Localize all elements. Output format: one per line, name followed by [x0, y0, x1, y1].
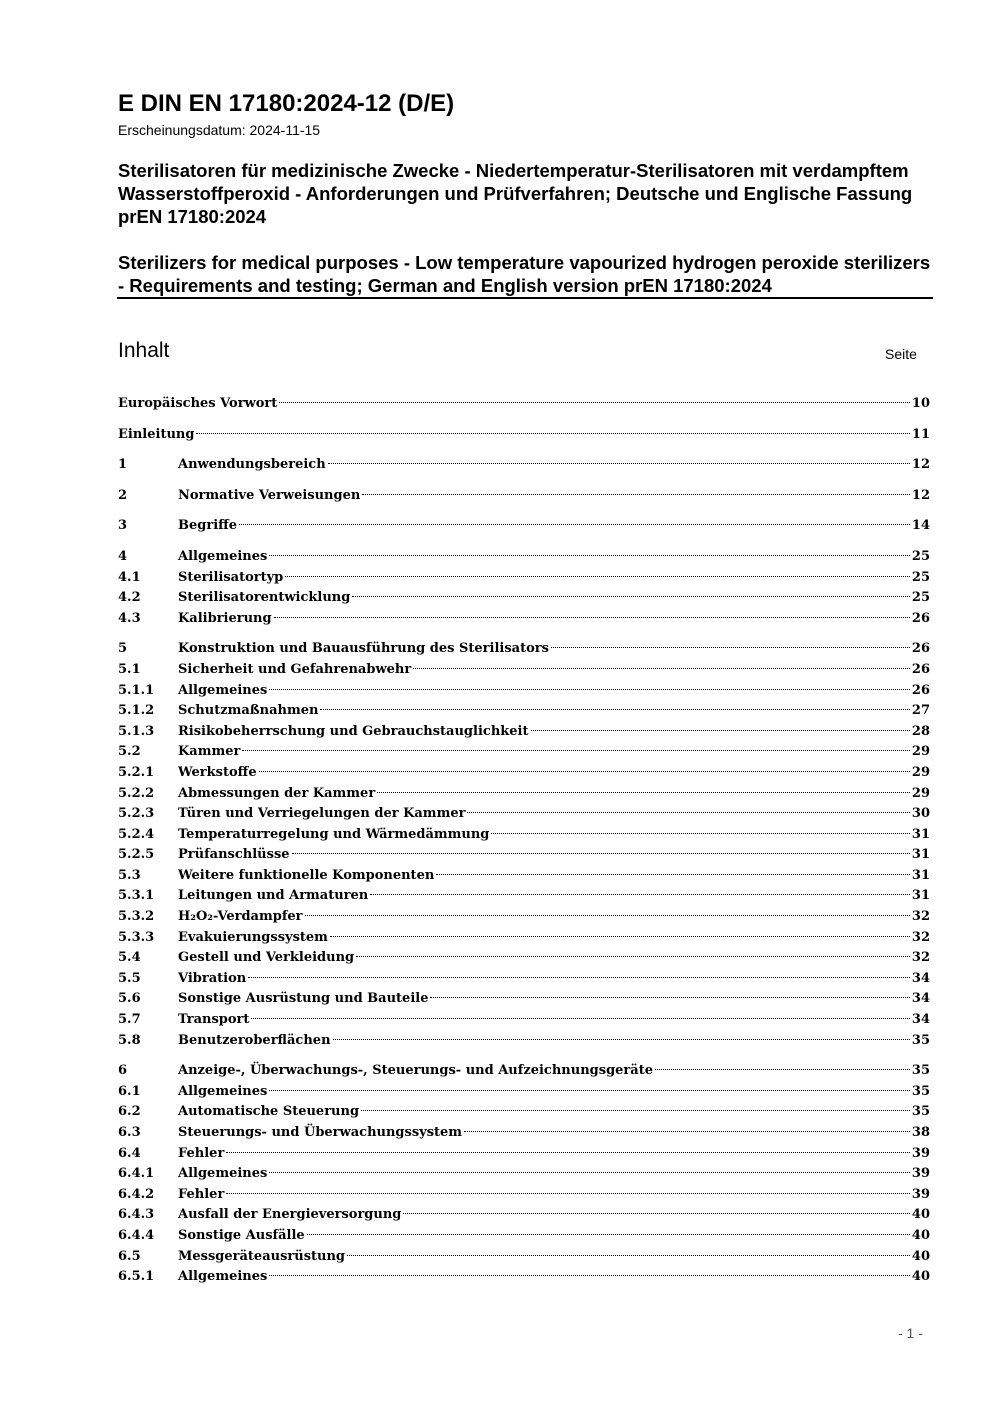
toc-entry-title: Allgemeines [178, 1166, 268, 1182]
toc-entry-page: 14 [911, 518, 930, 534]
toc-entry-title: Sonstige Ausrüstung und Bauteile [178, 991, 429, 1007]
toc-entry-page: 31 [911, 826, 930, 842]
toc-entry[interactable] [118, 804, 930, 825]
toc-entry-title: Kammer [178, 744, 241, 760]
toc-entry-title: Werkstoffe [178, 764, 257, 780]
toc-dot-leader [361, 1110, 910, 1111]
toc-entry[interactable] [118, 1185, 930, 1206]
toc-entry-page: 35 [911, 1083, 930, 1099]
toc-dot-leader [430, 997, 909, 998]
title-divider [117, 297, 933, 299]
toc-dot-leader [226, 1193, 910, 1194]
toc-entry[interactable] [118, 1247, 930, 1268]
toc-entry[interactable] [118, 969, 930, 990]
toc-entry-page: 12 [911, 457, 930, 473]
toc-entry-number: 5.1 [118, 661, 141, 677]
toc-entry[interactable] [118, 742, 930, 763]
toc-entry-page: 40 [911, 1248, 930, 1264]
toc-dot-leader [292, 853, 910, 854]
toc-entry-page: 35 [911, 1063, 930, 1079]
toc-entry-title: Sterilisatorentwicklung [178, 590, 351, 606]
toc-entry[interactable] [118, 1102, 930, 1123]
toc-entry-page: 29 [911, 785, 930, 801]
toc-entry-title: H₂O₂-Verdampfer [178, 909, 303, 925]
toc-entry-title: Kalibrierung [178, 610, 272, 626]
toc-entry-title: Sterilisatortyp [178, 569, 284, 585]
title-german: Sterilisatoren für medizinische Zwecke - Niedertemperatur-Sterilisatoren mit verdampftem Wasserstoffperoxid - Anforderungen und Prüfverfahren; Deutsche und Englische Fassung prEN 17180:2024 [118, 160, 913, 227]
toc-entry-number: 6.4 [118, 1145, 141, 1161]
toc-entry-page: 11 [911, 426, 930, 442]
toc-entry-title: Prüfanschlüsse [178, 847, 290, 863]
toc-entry-page: 38 [911, 1125, 930, 1140]
toc-dot-leader [356, 956, 910, 957]
toc-entry[interactable] [118, 1144, 930, 1165]
toc-entry-page: 39 [911, 1186, 930, 1202]
toc-entry-title: Anwendungsbereich [178, 457, 326, 473]
toc-entry-number: 5.4 [118, 950, 141, 966]
toc-entry[interactable] [118, 660, 930, 681]
toc-entry-number: 5.7 [118, 1012, 141, 1028]
toc-entry[interactable] [118, 486, 930, 507]
toc-entry-page: 39 [911, 1145, 930, 1161]
toc-entry-number: 4 [118, 548, 128, 564]
toc-entry-number: 6.1 [118, 1083, 141, 1099]
toc-entry-page: 10 [911, 396, 930, 411]
toc-entry-page: 35 [911, 1104, 930, 1120]
toc-entry-page: 27 [911, 703, 930, 719]
toc-entry-title: Konstruktion und Bauausführung des Sterilisators [178, 641, 549, 657]
toc-entry[interactable] [118, 928, 930, 949]
toc-entry-number: 5 [118, 641, 128, 657]
toc-entry-page: 26 [911, 610, 930, 626]
toc-entry-title: Temperaturregelung und Wärmedämmung [178, 826, 490, 842]
toc-entry[interactable] [118, 948, 930, 969]
toc-entry[interactable] [118, 1031, 930, 1052]
toc-dot-leader [269, 1090, 910, 1091]
toc-entry-title: Einleitung [118, 426, 195, 442]
toc-entry-title: Allgemeines [178, 682, 268, 698]
toc-entry-title: Sicherheit und Gefahrenabwehr [178, 661, 412, 677]
toc-entry-number: 6.4.1 [118, 1166, 155, 1182]
toc-dot-leader [333, 1039, 910, 1040]
toc-entry-title: Gestell und Verkleidung [178, 950, 355, 966]
toc-entry-title: Europäisches Vorwort [118, 396, 278, 411]
toc-entry-title: Weitere funktionelle Komponenten [178, 867, 435, 883]
toc-entry-number: 4.1 [118, 569, 141, 585]
toc-entry-number: 5.3.2 [118, 909, 155, 925]
toc-dot-leader [352, 596, 910, 597]
toc-entry-page: 34 [911, 991, 930, 1007]
toc-entry[interactable] [118, 1123, 930, 1144]
toc-entry-title: Allgemeines [178, 1269, 268, 1285]
toc-entry-title: Fehler [178, 1186, 225, 1202]
toc-entry-number: 6.5 [118, 1248, 141, 1264]
toc-entry-title: Abmessungen der Kammer [178, 785, 376, 801]
toc-entry-number: 5.1.1 [118, 682, 155, 698]
toc-entry[interactable] [118, 1226, 930, 1247]
toc-dot-leader [531, 730, 910, 731]
toc-dot-leader [251, 1018, 910, 1019]
page-number: - 1 - [898, 1325, 923, 1341]
toc-entry-number: 5.3.1 [118, 888, 155, 904]
toc-entry-number: 5.1.2 [118, 703, 155, 719]
toc-entry-number: 5.5 [118, 970, 141, 986]
toc-entry[interactable] [118, 1010, 930, 1031]
toc-entry[interactable] [118, 989, 930, 1010]
toc-entry-title: Begriffe [178, 518, 238, 534]
toc-entry-page: 30 [911, 806, 930, 822]
toc-entry-page: 40 [911, 1269, 930, 1285]
toc-entry[interactable] [118, 825, 930, 846]
toc-dot-leader [269, 1172, 910, 1173]
toc-dot-leader [491, 833, 910, 834]
toc-entry-number: 5.1.3 [118, 723, 155, 739]
toc-entry[interactable] [118, 425, 930, 446]
toc-dot-leader [330, 936, 910, 937]
toc-entry-page: 25 [911, 590, 930, 606]
toc-entry[interactable] [118, 516, 930, 537]
toc-entry-number: 5.2.5 [118, 847, 155, 863]
toc-entry-number: 3 [118, 518, 128, 534]
toc-entry-number: 5.2.1 [118, 764, 155, 780]
toc-entry[interactable] [118, 394, 930, 415]
toc-entry[interactable] [118, 1267, 930, 1288]
toc-dot-leader [248, 977, 910, 978]
toc-dot-leader [347, 1255, 910, 1256]
toc-entry[interactable] [118, 886, 930, 907]
toc-entry-title: Türen und Verriegelungen der Kammer [178, 806, 466, 822]
toc-entry-title: Allgemeines [178, 548, 268, 564]
toc-entry-title: Vibration [178, 970, 247, 986]
toc-entry[interactable] [118, 1205, 930, 1226]
toc-entry[interactable] [118, 866, 930, 887]
toc-dot-leader [242, 750, 910, 751]
toc-entry-page: 32 [911, 950, 930, 966]
toc-dot-leader [196, 433, 909, 434]
toc-entry-page: 25 [911, 569, 930, 585]
toc-dot-leader [274, 617, 910, 618]
toc-heading: Inhalt [118, 339, 170, 362]
toc-entry-page: 34 [911, 1012, 930, 1028]
toc-entry-title: Anzeige-, Überwachungs-, Steuerungs- und Aufzeichnungsgeräte [178, 1063, 653, 1079]
toc-entry-page: 31 [911, 867, 930, 883]
toc-entry-page: 26 [911, 682, 930, 698]
toc-entry[interactable] [118, 639, 930, 660]
table-of-contents [118, 394, 930, 1288]
toc-entry-page: 32 [911, 929, 930, 945]
toc-entry-title: Allgemeines [178, 1083, 268, 1099]
toc-entry-page: 39 [911, 1166, 930, 1182]
toc-entry[interactable] [118, 701, 930, 722]
toc-entry-number: 5.3 [118, 867, 141, 883]
toc-entry-number: 6.3 [118, 1125, 141, 1140]
toc-entry-number: 5.2.2 [118, 785, 155, 801]
toc-entry-page: 26 [911, 641, 930, 657]
toc-entry-page: 29 [911, 744, 930, 760]
toc-entry-number: 6.4.3 [118, 1207, 155, 1223]
toc-entry-page: 29 [911, 764, 930, 780]
toc-entry[interactable] [118, 547, 930, 568]
toc-entry-title: Messgeräteausrüstung [178, 1248, 346, 1264]
toc-entry-page: 40 [911, 1227, 930, 1243]
document-number: E DIN EN 17180:2024-12 (D/E) [118, 90, 455, 117]
toc-entry-page: 26 [911, 661, 930, 677]
toc-entry-title: Leitungen und Armaturen [178, 888, 369, 904]
toc-dot-leader [551, 647, 910, 648]
toc-dot-leader [413, 668, 910, 669]
toc-entry-title: Transport [178, 1012, 250, 1028]
toc-entry[interactable] [118, 1082, 930, 1103]
toc-entry[interactable] [118, 1164, 930, 1185]
toc-dot-leader [328, 463, 910, 464]
toc-entry-title: Schutzmaßnahmen [178, 703, 319, 719]
toc-dot-leader [226, 1152, 910, 1153]
toc-entry-title: Benutzeroberflächen [178, 1032, 331, 1048]
toc-dot-leader [269, 689, 910, 690]
toc-entry-number: 5.2 [118, 744, 141, 760]
toc-dot-leader [655, 1069, 910, 1070]
toc-entry-number: 5.3.3 [118, 929, 155, 945]
toc-entry[interactable] [118, 588, 930, 609]
toc-entry-page: 12 [911, 487, 930, 503]
toc-entry-number: 2 [118, 487, 128, 503]
toc-entry-title: Automatische Steuerung [178, 1104, 360, 1120]
toc-entry-number: 5.6 [118, 991, 141, 1007]
toc-dot-leader [239, 524, 910, 525]
toc-entry-page: 28 [911, 723, 930, 739]
toc-entry[interactable] [118, 722, 930, 743]
toc-entry-number: 5.2.3 [118, 806, 155, 822]
toc-dot-leader [320, 709, 909, 710]
toc-entry[interactable] [118, 568, 930, 589]
toc-entry[interactable] [118, 455, 930, 476]
toc-entry-number: 4.2 [118, 590, 141, 606]
toc-entry-number: 6.2 [118, 1104, 141, 1120]
toc-dot-leader [269, 1275, 910, 1276]
toc-entry[interactable] [118, 845, 930, 866]
toc-dot-leader [403, 1213, 910, 1214]
toc-entry-page: 35 [911, 1032, 930, 1048]
toc-dot-leader [285, 576, 910, 577]
toc-dot-leader [464, 1131, 910, 1132]
toc-entry-number: 5.8 [118, 1032, 141, 1048]
toc-entry-page: 25 [911, 548, 930, 564]
toc-dot-leader [436, 874, 910, 875]
toc-entry-page: 40 [911, 1207, 930, 1223]
title-english: Sterilizers for medical purposes - Low temperature vapourized hydrogen peroxide sterilizers - Requirements and testing; German and English version prEN 17180:2024 [118, 252, 931, 296]
toc-entry-title: Steuerungs- und Überwachungssystem [178, 1125, 463, 1140]
toc-dot-leader [377, 792, 910, 793]
toc-dot-leader [279, 402, 910, 403]
toc-entry-title: Ausfall der Energieversorgung [178, 1207, 402, 1223]
toc-entry-number: 6.5.1 [118, 1269, 155, 1285]
toc-entry-page: 34 [911, 970, 930, 986]
toc-dot-leader [362, 494, 910, 495]
toc-entry-number: 5.2.4 [118, 826, 155, 842]
toc-entry-number: 6 [118, 1063, 128, 1079]
toc-entry[interactable] [118, 609, 930, 630]
toc-entry-title: Fehler [178, 1145, 225, 1161]
toc-entry-number: 4.3 [118, 610, 141, 626]
toc-entry-title: Sonstige Ausfälle [178, 1227, 305, 1243]
toc-entry-page: 31 [911, 888, 930, 904]
toc-dot-leader [307, 1234, 910, 1235]
toc-dot-leader [305, 915, 910, 916]
toc-entry-page: 31 [911, 847, 930, 863]
toc-entry-title: Evakuierungssystem [178, 929, 328, 945]
toc-entry-title: Normative Verweisungen [178, 487, 361, 503]
toc-entry-number: 1 [118, 457, 128, 473]
toc-entry-title: Risikobeherrschung und Gebrauchstauglichkeit [178, 723, 529, 739]
toc-entry-number: 6.4.2 [118, 1186, 155, 1202]
toc-dot-leader [259, 771, 910, 772]
toc-dot-leader [370, 894, 910, 895]
toc-entry-page: 32 [911, 909, 930, 925]
toc-entry[interactable] [118, 763, 930, 784]
toc-page-label: Seite [885, 346, 917, 362]
toc-entry[interactable] [118, 1061, 930, 1082]
toc-entry[interactable] [118, 681, 930, 702]
toc-entry[interactable] [118, 907, 930, 928]
toc-entry[interactable] [118, 784, 930, 805]
toc-entry-number: 6.4.4 [118, 1227, 155, 1243]
toc-dot-leader [269, 555, 910, 556]
publication-date: Erscheinungsdatum: 2024-11-15 [118, 122, 321, 138]
toc-dot-leader [467, 812, 909, 813]
